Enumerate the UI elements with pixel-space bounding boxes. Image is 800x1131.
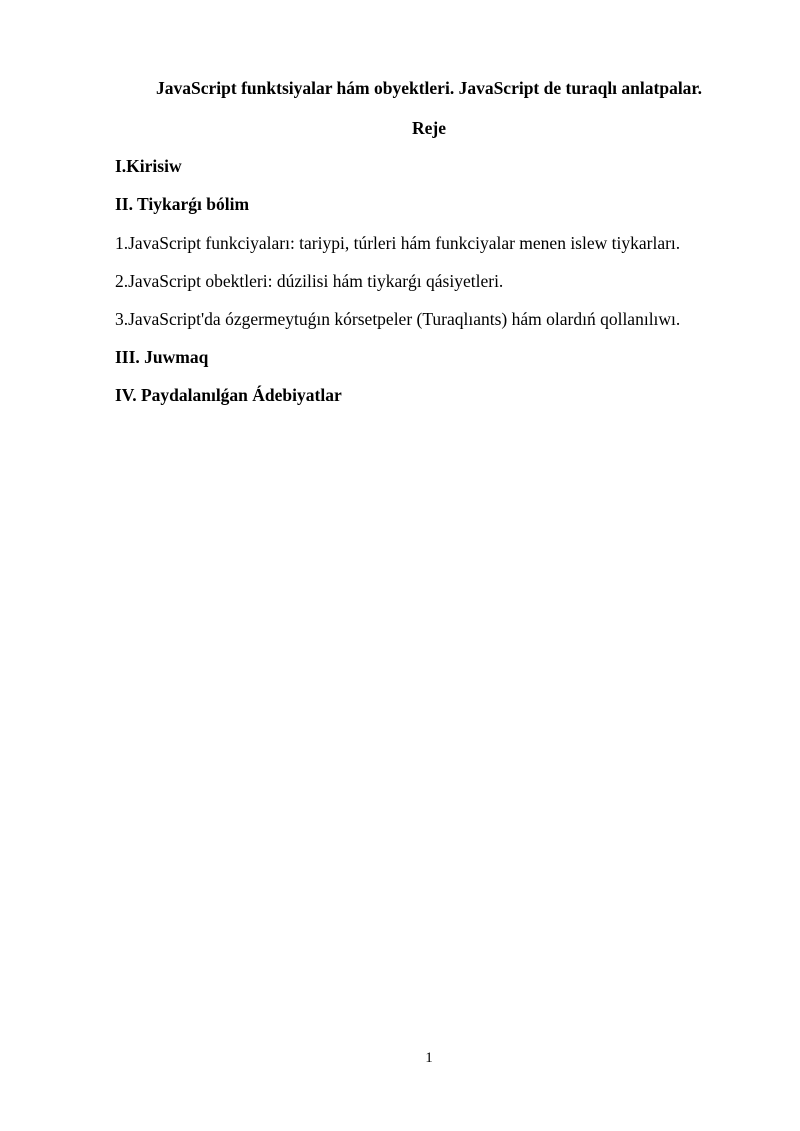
page-number: 1 [425,1050,433,1066]
subsection-functions: 1.JavaScript funkciyaları: tariypi, túrleri hám funkciyalar menen islew tiykarları. [115,233,681,253]
plan-heading: Reje [411,118,446,138]
section-conclusion: III. Juwmaq [115,347,209,367]
document-title: JavaScript funktsiyalar hám obyektleri. JavaScript de turaqlı anlatpalar. [156,78,702,98]
section-introduction: I.Kirisiw [115,156,182,176]
subsection-objects: 2.JavaScript obektleri: dúzilisi hám tiykarǵı qásiyetleri. [115,271,504,291]
section-references: IV. Paydalanılǵan Ádebiyatlar [115,385,342,405]
subsection-constants: 3.JavaScript'da ózgermeytuǵın kórsetpeler (Turaqlıants) hám olardıń qollanılıwı. [115,309,681,329]
section-main-part: II. Tiykarǵı bólim [115,194,250,214]
